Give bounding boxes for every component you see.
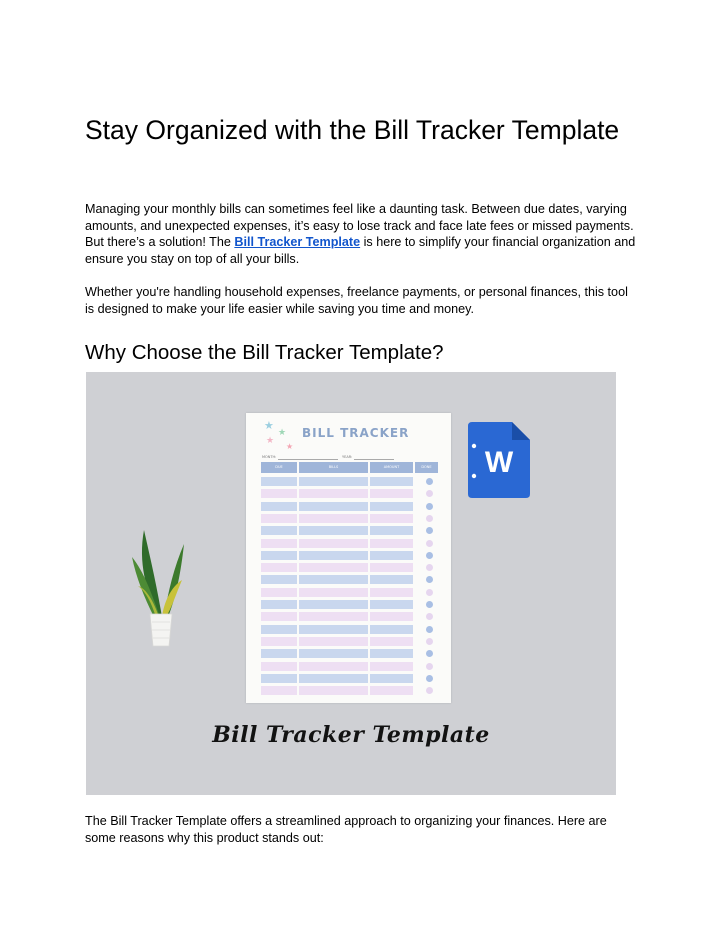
sheet-header-bills (299, 462, 368, 473)
star-icon: ★ (286, 442, 294, 451)
sheet-title: BILL TRACKER (302, 426, 410, 440)
sheet-row-cell (299, 551, 368, 560)
sheet-year-label: YEAR: (342, 455, 353, 459)
sheet-row-cell (299, 526, 368, 535)
done-checkbox-dot (426, 490, 433, 497)
sheet-row-cell (299, 662, 368, 671)
plant-illustration (126, 522, 196, 652)
sheet-row-cell (261, 612, 297, 621)
sheet-row-cell (261, 600, 297, 609)
done-checkbox-dot (426, 650, 433, 657)
sheet-row-cell (370, 600, 413, 609)
word-document-icon (466, 420, 532, 500)
bill-tracker-sheet (246, 413, 451, 703)
header-due-label: DUE (275, 465, 283, 469)
header-done-label: DONE (421, 465, 432, 469)
sheet-row-cell (299, 625, 368, 634)
sheet-row-cell (261, 588, 297, 597)
sheet-row-cell (370, 588, 413, 597)
star-icon: ★ (264, 420, 274, 432)
sheet-row-cell (299, 502, 368, 511)
done-checkbox-dot (426, 626, 433, 633)
sheet-row-cell (370, 575, 413, 584)
sheet-row-cell (261, 674, 297, 683)
sheet-row-cell (299, 514, 368, 523)
sheet-row-cell (370, 662, 413, 671)
product-image (86, 372, 616, 795)
sheet-row-cell (370, 477, 413, 486)
sheet-row-cell (370, 686, 413, 695)
sheet-row-cell (299, 600, 368, 609)
sheet-row-cell (261, 575, 297, 584)
figure-caption: Bill Tracker Template (212, 722, 490, 748)
done-checkbox-dot (426, 478, 433, 485)
sheet-row-cell (261, 526, 297, 535)
sheet-row-cell (299, 674, 368, 683)
sheet-row-cell (370, 514, 413, 523)
sheet-row-cell (261, 477, 297, 486)
section-heading: Why Choose the Bill Tracker Template? (85, 341, 444, 364)
sheet-row-cell (370, 539, 413, 548)
done-checkbox-dot (426, 576, 433, 583)
done-checkbox-dot (426, 503, 433, 510)
year-line (354, 459, 394, 460)
done-checkbox-dot (426, 564, 433, 571)
sheet-row-cell (261, 686, 297, 695)
header-amount-label: AMOUNT (383, 465, 400, 469)
sheet-row-cell (299, 649, 368, 658)
done-checkbox-dot (426, 515, 433, 522)
sheet-row-cell (370, 489, 413, 498)
star-icon: ★ (266, 435, 275, 445)
done-checkbox-dot (426, 675, 433, 682)
sheet-row-cell (299, 563, 368, 572)
sheet-row-cell (370, 674, 413, 683)
sheet-row-cell (370, 649, 413, 658)
done-checkbox-dot (426, 540, 433, 547)
done-checkbox-dot (426, 601, 433, 608)
sheet-row-cell (299, 539, 368, 548)
sheet-row-cell (370, 612, 413, 621)
sheet-row-cell (299, 477, 368, 486)
sheet-row-cell (370, 637, 413, 646)
done-checkbox-dot (426, 687, 433, 694)
month-line (278, 459, 338, 460)
sheet-row-cell (370, 526, 413, 535)
sheet-row-cell (299, 575, 368, 584)
done-checkbox-dot (426, 613, 433, 620)
sheet-row-cell (299, 588, 368, 597)
sheet-row-cell (261, 662, 297, 671)
intro-text-start: Managing your monthly bills can sometimes feel like a daunting task. Between due dates, varying amounts, and unexpected expenses, it’s easy to lose track and face late fees or missed payments. But there’s a solution! The (85, 202, 634, 250)
sheet-row-cell (370, 625, 413, 634)
sheet-month-label: MONTH: (262, 455, 277, 459)
star-icon: ★ (278, 427, 287, 437)
header-bills-label: BILLS (328, 465, 339, 469)
sheet-row-cell (261, 502, 297, 511)
done-checkbox-dot (426, 527, 433, 534)
sheet-row-cell (370, 563, 413, 572)
done-checkbox-dot (426, 552, 433, 559)
intro-text-end: is here to simplify your financial organization and ensure you stay on top of all your bills. (85, 235, 636, 266)
sheet-row-cell (299, 489, 368, 498)
second-paragraph: Whether you're handling household expenses, freelance payments, or personal finances, this tool is designed to make your life easier while saving you time and money. (85, 285, 628, 316)
sheet-header-amount (370, 462, 413, 473)
sheet-header-done (415, 462, 438, 473)
sheet-row-cell (261, 637, 297, 646)
sheet-row-cell (261, 489, 297, 498)
done-checkbox-dot (426, 663, 433, 670)
sheet-row-cell (261, 551, 297, 560)
sheet-row-cell (299, 686, 368, 695)
word-icon-letter: W (484, 446, 514, 479)
sheet-row-cell (299, 612, 368, 621)
done-checkbox-dot (426, 589, 433, 596)
third-paragraph: The Bill Tracker Template offers a streamlined approach to organizing your finances. Here are some reasons why this product stands out: (85, 814, 607, 845)
sheet-row-cell (299, 637, 368, 646)
sheet-row-cell (261, 649, 297, 658)
sheet-header-due (261, 462, 297, 473)
page-title: Stay Organized with the Bill Tracker Template (85, 115, 620, 145)
done-checkbox-dot (426, 638, 433, 645)
sheet-row-cell (261, 563, 297, 572)
sheet-row-cell (370, 502, 413, 511)
sheet-row-cell (261, 514, 297, 523)
sheet-row-cell (261, 539, 297, 548)
sheet-row-cell (370, 551, 413, 560)
bill-tracker-template-link[interactable]: Bill Tracker Template (234, 235, 361, 250)
intro-paragraph (85, 201, 637, 267)
sheet-row-cell (261, 625, 297, 634)
